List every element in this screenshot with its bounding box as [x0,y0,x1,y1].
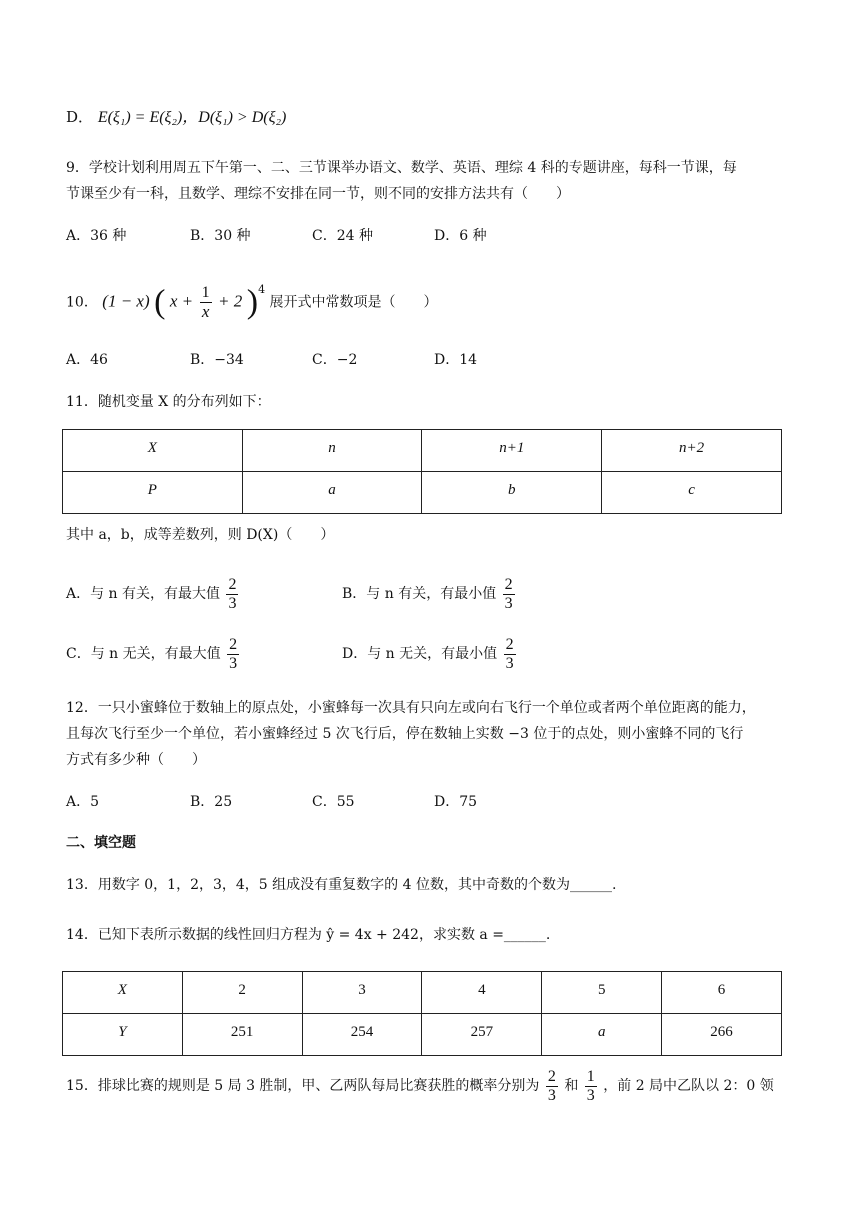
frac-numerator: 2 [504,575,513,593]
q10-inner-post: + 2 [218,291,243,311]
table-cell: n+1 [422,430,602,472]
table-cell: n+2 [602,430,782,472]
table-cell: a [242,472,422,514]
q10-option-c: C．−2 [312,352,358,368]
q9-option-a: A．36 种 [66,228,127,244]
q13-text: 13．用数字 0，1，2，3，4，5 组成没有重复数字的 4 位数，其中奇数的个数为______. [66,877,617,893]
table-cell: 5 [542,972,662,1014]
frac-denominator: 3 [586,1086,595,1104]
q11-option-c-text: C．与 n 无关，有最大值 [66,646,221,662]
table-cell: 4 [422,972,542,1014]
q14-data-table [62,971,782,1056]
q11-option-d-fraction [504,636,516,673]
q10-number: 10． [66,294,98,311]
q10-power: 4 [258,283,266,296]
frac-denominator: 3 [547,1086,556,1104]
q11-option-a [66,572,240,616]
q8-option-d [66,107,286,128]
q14-text: 14．已知下表所示数据的线性回归方程为 ŷ = 4x + 242，求实数 a =______. [66,927,551,943]
table-row [63,472,782,514]
q10-inner-pre: x + [169,291,194,311]
table-row [63,1014,782,1056]
q8-option-d-expr: E(ξ₁) = E(ξ₂)，D(ξ₁) > D(ξ₂) [97,109,287,126]
table-cell: Y [63,1014,183,1056]
table-cell: P [63,472,243,514]
frac-numerator: 2 [505,635,514,653]
q9-line1: 9．学校计划利用周五下午第一、二、三节课举办语文、数学、英语、理综 4 科的专题讲座，每科一节课，每 [66,160,737,176]
frac-numerator: 1 [586,1067,595,1085]
q12-line1: 12．一只小蜜蜂位于数轴上的原点处，小蜜蜂每一次具有只向左或向右飞行一个单位或者两个单位距离的能力， [66,700,756,716]
q12-line2: 且每次飞行至少一个单位，若小蜜蜂经过 5 次飞行后，停在数轴上实数 −3 位于的点处，则小蜜蜂不同的飞行 [66,726,744,742]
q12-option-b: B．25 [190,794,233,810]
q15-fraction-2 [585,1068,597,1105]
frac-denominator: 3 [228,594,237,612]
q15-pre: 15．排球比赛的规则是 5 局 3 胜制，甲、乙两队每局比赛获胜的概率分别为 [66,1078,540,1094]
table-cell: a [542,1014,662,1056]
table-cell: n [242,430,422,472]
q10-open-paren: ( [154,283,166,321]
q11-option-b-fraction [503,576,515,613]
q9-line2: 节课至少有一科，且数学、理综不安排在同一节，则不同的安排方法共有（ ） [66,186,570,202]
table-cell: 6 [662,972,782,1014]
frac-numerator: 2 [229,635,238,653]
q12-line3: 方式有多少种（ ） [66,752,206,768]
q10-fraction [200,284,212,321]
q10-option-a: A．46 [66,352,108,368]
q11-distribution-table [62,429,782,514]
q10-frac-numerator: 1 [201,284,210,302]
table-cell: 2 [182,972,302,1014]
q11-option-c [66,632,241,676]
table-cell: 3 [302,972,422,1014]
q9-option-b: B．30 种 [190,228,251,244]
q11-option-a-fraction [226,576,238,613]
table-cell: X [63,972,183,1014]
table-cell: 254 [302,1014,422,1056]
table-cell: 266 [662,1014,782,1056]
q11-option-c-fraction [227,636,239,673]
q10-stem [66,276,438,324]
table-cell: b [422,472,602,514]
table-cell: 257 [422,1014,542,1056]
q10-frac-denominator: x [201,302,210,322]
frac-denominator: 3 [229,654,238,672]
frac-numerator: 2 [547,1067,556,1085]
table-cell: c [602,472,782,514]
table-row [63,430,782,472]
q10-text: 展开式中常数项是（ ） [269,294,438,311]
frac-numerator: 2 [228,575,237,593]
q11-option-a-text: A．与 n 有关，有最大值 [66,586,221,602]
frac-denominator: 3 [504,594,513,612]
q12-option-d: D．75 [434,794,478,810]
q8-option-d-label: D． [66,108,94,126]
section-heading: 二、填空题 [66,835,136,851]
q9-option-d: D．6 种 [434,228,487,244]
q15-post: ，前 2 局中乙队以 2：0 领 [603,1078,774,1094]
q11-after: 其中 a，b，成等差数列，则 D(X)（ ） [66,527,335,543]
q11-option-b-text: B．与 n 有关，有最小值 [342,586,497,602]
q11-option-d [342,632,518,676]
frac-denominator: 3 [505,654,514,672]
q9-option-c: C．24 种 [312,228,373,244]
q10-lhs: (1 − x) [102,291,150,311]
q10-close-paren: ) [246,283,259,321]
q15-text [66,1064,774,1108]
table-cell: X [63,430,243,472]
q15-mid: 和 [564,1078,579,1094]
q15-fraction-1 [546,1068,558,1105]
q10-option-d: D．14 [434,352,478,368]
table-cell: 251 [182,1014,302,1056]
q11-option-b [342,572,517,616]
q12-option-a: A．5 [66,794,100,810]
q10-option-b: B．−34 [190,352,244,368]
table-row [63,972,782,1014]
q11-option-d-text: D．与 n 无关，有最小值 [342,646,498,662]
q12-option-c: C．55 [312,794,355,810]
q11-intro: 11．随机变量 X 的分布列如下： [66,394,271,410]
